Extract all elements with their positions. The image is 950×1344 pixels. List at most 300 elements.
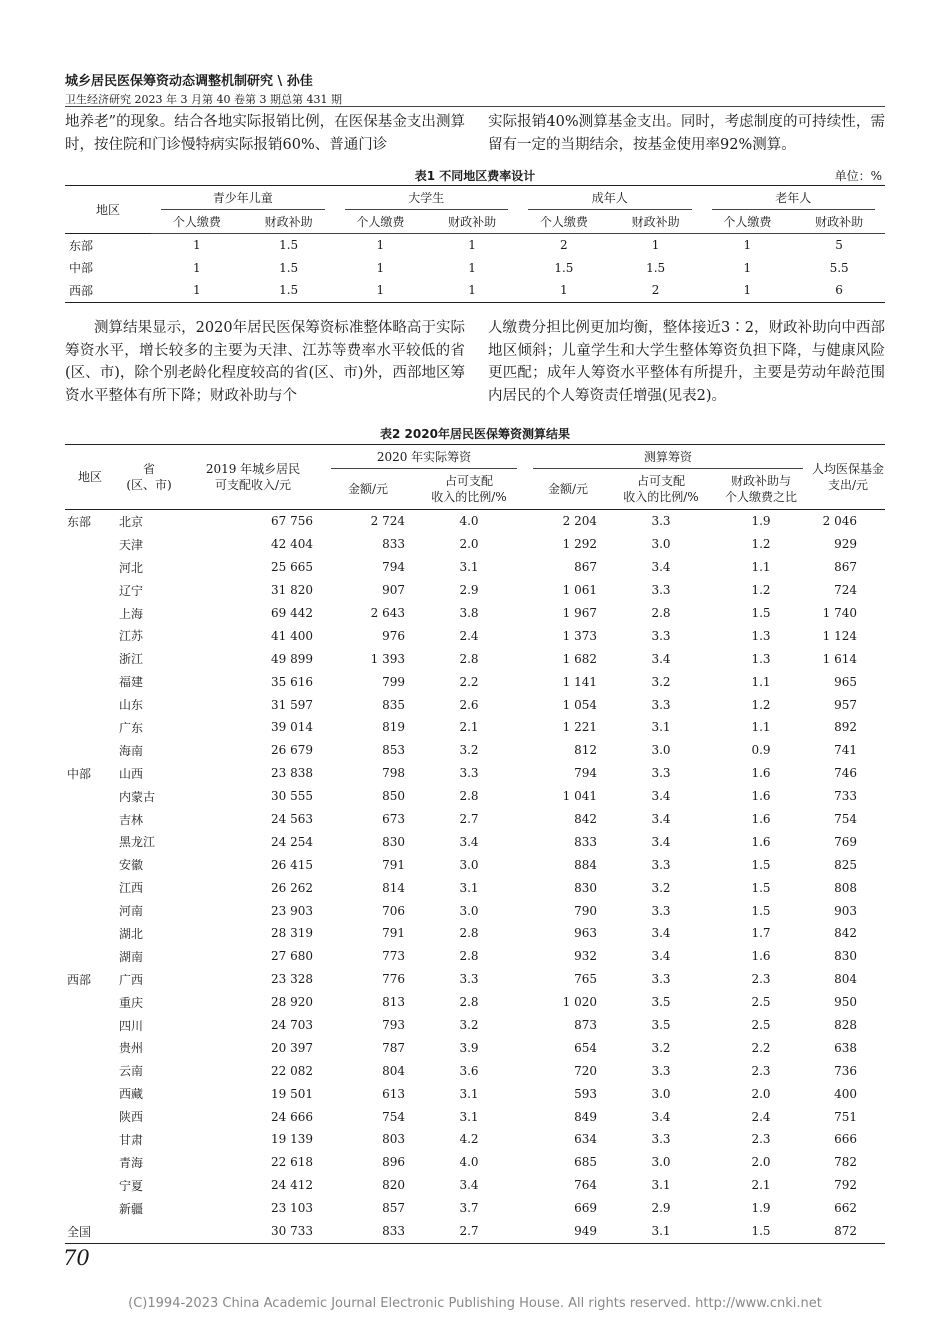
table2-cell-ratio: 1.6 bbox=[751, 834, 771, 849]
table2-row bbox=[65, 1197, 885, 1220]
table2-cell-calc-amt: 669 bbox=[574, 1201, 597, 1216]
table2-row bbox=[65, 830, 885, 853]
table2-cell-prov: 陕西 bbox=[119, 1110, 144, 1125]
table2-cell-prov: 山西 bbox=[119, 766, 144, 781]
journal-line: 卫生经济研究 2023 年 3 月第 40 卷第 3 期总第 431 期 bbox=[65, 93, 342, 106]
table2-cell-income: 69 442 bbox=[271, 606, 313, 620]
table2-row bbox=[65, 762, 885, 785]
table1-value-cell: 5.5 bbox=[829, 260, 849, 275]
table2-cell-spend: 1 614 bbox=[822, 651, 857, 666]
table2-cell-calc-pct: 3.0 bbox=[651, 1086, 671, 1101]
table2-cell-act-pct: 2.7 bbox=[459, 1224, 479, 1239]
table2-cell-ratio: 1.5 bbox=[751, 903, 771, 918]
table2-cell-act-amt: 773 bbox=[382, 949, 405, 964]
table2-cell-ratio: 2.3 bbox=[751, 1132, 771, 1147]
table1-row bbox=[65, 234, 885, 257]
table2-cell-spend: 957 bbox=[834, 697, 857, 712]
table2-cell-calc-amt: 873 bbox=[574, 1018, 597, 1033]
table2-cell-prov: 云南 bbox=[119, 1064, 144, 1079]
table2-cell-spend: 1 740 bbox=[822, 606, 857, 620]
table1-unit: 单位：% bbox=[834, 169, 882, 183]
table2-cell-income: 31 820 bbox=[271, 583, 313, 598]
table2-cell-ratio: 2.2 bbox=[751, 1040, 771, 1055]
table2-cell-ratio: 1.9 bbox=[751, 1201, 771, 1216]
table2-cell-prov: 贵州 bbox=[119, 1041, 144, 1056]
table1-region-header: 地区 bbox=[65, 186, 151, 234]
table2-cell-prov: 安徽 bbox=[119, 858, 144, 873]
table2-cell-income: 24 412 bbox=[271, 1178, 313, 1193]
table2-row bbox=[65, 670, 885, 693]
table2-cell-calc-amt: 765 bbox=[574, 972, 597, 987]
table2-cell-prov: 广西 bbox=[119, 972, 144, 987]
table2-cell-prov: 上海 bbox=[119, 606, 144, 621]
table2-cell-prov: 浙江 bbox=[119, 652, 144, 667]
table2-cell-region: 东部 bbox=[67, 514, 92, 529]
table2-cell-spend: 2 046 bbox=[822, 514, 857, 529]
table2-cell-act-amt: 976 bbox=[382, 628, 405, 643]
table2-cell-calc-amt: 1 141 bbox=[562, 674, 597, 689]
table2-row bbox=[65, 1105, 885, 1128]
table2-cell-income: 25 665 bbox=[271, 560, 313, 575]
table2-cell-calc-pct: 2.9 bbox=[651, 1201, 671, 1216]
table2-cell-income: 30 733 bbox=[271, 1224, 313, 1239]
table2-row bbox=[65, 876, 885, 899]
table2-cell-calc-amt: 812 bbox=[574, 743, 597, 758]
table2-cell-prov: 天津 bbox=[119, 537, 144, 552]
table2-cell-calc-amt: 634 bbox=[574, 1132, 597, 1147]
table2-cell-prov: 宁夏 bbox=[119, 1178, 144, 1193]
table2-income-header: 2019 年城乡居民 可支配收入/元 bbox=[183, 445, 323, 510]
table1-group-header-cell bbox=[335, 186, 519, 211]
table1-subheader-row bbox=[65, 210, 885, 234]
table2-cell-income: 35 616 bbox=[271, 674, 313, 689]
table1-value-cell: 1.5 bbox=[554, 260, 574, 275]
table1-value-cell: 1 bbox=[743, 283, 752, 298]
table2-cell-spend: 929 bbox=[834, 537, 857, 552]
table2-cell-act-pct: 3.4 bbox=[459, 834, 479, 849]
table2-cell-act-amt: 787 bbox=[382, 1040, 405, 1055]
table2-cell-region: 中部 bbox=[67, 766, 92, 781]
table2-cell-calc-amt: 1 373 bbox=[562, 628, 597, 643]
table2-cell-act-amt: 853 bbox=[382, 743, 405, 758]
table2-cell-prov: 新疆 bbox=[119, 1201, 144, 1216]
table2-cell-ratio: 1.3 bbox=[751, 628, 771, 643]
table1-region-cell: 中部 bbox=[69, 261, 94, 276]
table2-cell-region: 全国 bbox=[67, 1224, 92, 1239]
table1-value-cell: 1.5 bbox=[279, 283, 299, 298]
table1 bbox=[65, 185, 885, 303]
table2-cell-calc-amt: 1 682 bbox=[562, 651, 597, 666]
table2-cell-spend: 741 bbox=[834, 743, 857, 758]
table2-row bbox=[65, 899, 885, 922]
table2-cell-spend: 903 bbox=[834, 903, 857, 918]
table2-cell-ratio: 2.0 bbox=[751, 1086, 771, 1101]
table2-cell-prov bbox=[115, 1220, 183, 1243]
table2-cell-region bbox=[65, 716, 115, 739]
table2-cell-region bbox=[65, 808, 115, 831]
table2-cell-act-pct: 2.6 bbox=[459, 697, 479, 712]
table2-cell-prov: 湖北 bbox=[119, 926, 144, 941]
table2-cell-calc-pct: 3.3 bbox=[651, 628, 671, 643]
table2-cell-region bbox=[65, 670, 115, 693]
table2-cell-ratio: 1.3 bbox=[751, 651, 771, 666]
table1-group-header bbox=[65, 186, 885, 211]
table2-cell-prov: 河北 bbox=[119, 560, 144, 575]
table2-cell-act-amt: 613 bbox=[382, 1086, 405, 1101]
paragraph-1-right-text: 实际报销40%测算基金支出。同时，考虑制度的可持续性，需留有一定的当期结余，按基金使用率92%测算。 bbox=[488, 114, 885, 153]
table2-calc-group-cell bbox=[525, 445, 811, 470]
table2-cell-calc-amt: 1 967 bbox=[562, 606, 597, 620]
table2-cell-ratio: 1.6 bbox=[751, 766, 771, 781]
table2-cell-act-amt: 794 bbox=[382, 560, 405, 575]
table2-cell-act-pct: 4.0 bbox=[459, 514, 479, 529]
table2-cell-prov: 海南 bbox=[119, 743, 144, 758]
table2-cell-spend: 965 bbox=[834, 674, 857, 689]
table1-subheader: 个人缴费 bbox=[702, 210, 794, 234]
table2-row bbox=[65, 1059, 885, 1082]
table2-cell-prov: 河南 bbox=[119, 904, 144, 919]
table2-cell-income: 24 703 bbox=[271, 1018, 313, 1033]
table1-subheader: 个人缴费 bbox=[151, 210, 243, 234]
table2-cell-act-amt: 804 bbox=[382, 1063, 405, 1078]
table2-cell-act-amt: 791 bbox=[382, 926, 405, 941]
table2-cell-calc-pct: 3.3 bbox=[651, 1132, 671, 1147]
table2-cell-region: 西部 bbox=[67, 972, 92, 987]
table2-cell-region bbox=[65, 579, 115, 602]
table2-row bbox=[65, 922, 885, 945]
table1-value-cell: 1.5 bbox=[279, 260, 299, 275]
table2-row bbox=[65, 693, 885, 716]
table2-row bbox=[65, 739, 885, 762]
table2 bbox=[65, 444, 885, 1244]
table2-cell-calc-pct: 3.5 bbox=[651, 1018, 671, 1033]
table2-row bbox=[65, 1220, 885, 1243]
table2-cell-prov: 黑龙江 bbox=[119, 835, 156, 850]
table1-value-cell: 1 bbox=[560, 283, 568, 298]
table2-cell-act-amt: 833 bbox=[382, 537, 405, 552]
table2-cell-spend: 867 bbox=[834, 560, 857, 575]
table2-cell-calc-pct: 3.0 bbox=[651, 537, 671, 552]
table2-cell-calc-amt: 2 204 bbox=[562, 514, 597, 529]
table2-cell-income: 22 082 bbox=[271, 1063, 313, 1078]
table2-cell-act-amt: 754 bbox=[382, 1109, 405, 1124]
table2-cell-calc-amt: 685 bbox=[574, 1155, 597, 1170]
table2-cell-calc-amt: 830 bbox=[574, 880, 597, 895]
table2-cell-act-pct: 2.8 bbox=[459, 949, 479, 964]
table2-row bbox=[65, 556, 885, 579]
table2-cell-ratio: 1.9 bbox=[751, 514, 771, 529]
table2-cell-calc-pct: 3.4 bbox=[651, 560, 671, 575]
table1-value-cell: 1.5 bbox=[646, 260, 666, 275]
table2-cell-act-pct: 2.4 bbox=[459, 628, 479, 643]
table2-per-capita-header: 人均医保基金 支出/元 bbox=[811, 445, 885, 510]
table2-cell-income: 26 262 bbox=[271, 880, 313, 895]
table2-cell-calc-amt: 833 bbox=[574, 834, 597, 849]
table2-cell-prov: 江苏 bbox=[119, 629, 144, 644]
table2-cell-region bbox=[65, 830, 115, 853]
table2-cell-region bbox=[65, 1082, 115, 1105]
table2-cell-income: 20 397 bbox=[271, 1040, 313, 1055]
table2-cell-calc-amt: 1 221 bbox=[562, 720, 597, 735]
table1-row bbox=[65, 257, 885, 280]
table2-cell-region bbox=[65, 739, 115, 762]
table2-cell-ratio: 0.9 bbox=[751, 743, 771, 758]
table2-cell-ratio: 1.1 bbox=[751, 560, 771, 575]
table2-cell-region bbox=[65, 991, 115, 1014]
table1-region-cell: 西部 bbox=[69, 283, 94, 298]
table2-cell-region bbox=[65, 945, 115, 968]
table2-cell-ratio: 1.2 bbox=[751, 697, 771, 712]
table2-cell-calc-pct: 3.4 bbox=[651, 789, 671, 804]
table2-cell-act-pct: 2.0 bbox=[459, 537, 479, 552]
table2-cell-act-amt: 830 bbox=[382, 834, 405, 849]
table2-cell-act-pct: 3.9 bbox=[459, 1040, 479, 1055]
table2-row bbox=[65, 968, 885, 991]
table2-row bbox=[65, 1151, 885, 1174]
table2-cell-act-pct: 3.3 bbox=[459, 972, 479, 987]
table1-value-cell: 1 bbox=[468, 238, 476, 253]
table2-cell-calc-amt: 932 bbox=[574, 949, 597, 964]
table2-cell-calc-pct: 3.4 bbox=[651, 834, 671, 849]
table1-subheader: 财政补助 bbox=[610, 210, 702, 234]
table2-cell-calc-pct: 3.3 bbox=[651, 766, 671, 781]
table2-cell-income: 23 103 bbox=[271, 1201, 313, 1216]
table2-cell-prov: 内蒙古 bbox=[119, 789, 156, 804]
table2-cell-calc-amt: 593 bbox=[574, 1086, 597, 1101]
paragraph-2-left bbox=[65, 317, 465, 407]
table2-cell-spend: 736 bbox=[834, 1063, 857, 1078]
table2-row bbox=[65, 510, 885, 533]
table2-cell-calc-pct: 3.0 bbox=[651, 743, 671, 758]
table2-cell-prov: 重庆 bbox=[119, 995, 144, 1010]
table2-cell-act-pct: 3.1 bbox=[459, 560, 479, 575]
table2-cell-region bbox=[65, 1128, 115, 1151]
table2-actual-amount-header: 金额/元 bbox=[323, 469, 413, 510]
table2-cell-act-amt: 833 bbox=[382, 1224, 405, 1239]
table2-cell-spend: 746 bbox=[834, 766, 857, 781]
table2-cell-income: 26 679 bbox=[271, 743, 313, 758]
table1-subheader: 财政补助 bbox=[426, 210, 518, 234]
table1-value-cell: 1 bbox=[376, 260, 385, 275]
table2-cell-act-amt: 793 bbox=[382, 1018, 405, 1033]
table2-cell-region bbox=[65, 876, 115, 899]
table2-cell-act-pct: 3.1 bbox=[459, 880, 479, 895]
table2-cell-calc-amt: 842 bbox=[574, 812, 597, 827]
table2-cell-act-amt: 850 bbox=[382, 789, 405, 804]
table2-cell-spend: 808 bbox=[834, 880, 857, 895]
table2-cell-act-amt: 2 643 bbox=[370, 606, 405, 620]
table1-group-header-cell bbox=[702, 186, 886, 211]
table1-value-cell: 1 bbox=[743, 260, 752, 275]
table2-cell-ratio: 2.5 bbox=[751, 995, 771, 1010]
table2-cell-act-amt: 819 bbox=[382, 720, 405, 735]
table1-value-cell: 2 bbox=[651, 283, 660, 298]
table2-calc-group-header: 测算筹资 bbox=[533, 446, 803, 469]
table2-row bbox=[65, 1082, 885, 1105]
table2-cell-prov: 江西 bbox=[119, 881, 144, 896]
table2-cell-ratio: 1.1 bbox=[751, 674, 771, 689]
table2-header-row-1 bbox=[65, 445, 885, 470]
table2-cell-region bbox=[65, 1151, 115, 1174]
table2-cell-income: 22 618 bbox=[271, 1155, 313, 1170]
table1-value-cell: 1 bbox=[193, 238, 201, 253]
table2-cell-act-amt: 799 bbox=[382, 674, 405, 689]
table2-cell-region bbox=[65, 922, 115, 945]
table2-cell-ratio: 1.1 bbox=[751, 720, 771, 735]
table2-cell-prov: 四川 bbox=[119, 1018, 144, 1033]
table2-cell-spend: 638 bbox=[834, 1040, 857, 1055]
table2-cell-act-amt: 706 bbox=[382, 903, 405, 918]
table2-cell-act-amt: 798 bbox=[382, 766, 405, 781]
paragraph-2-right bbox=[488, 317, 885, 407]
table2-cell-calc-amt: 794 bbox=[574, 766, 597, 781]
table1-value-cell: 1 bbox=[376, 283, 385, 298]
table2-cell-income: 41 400 bbox=[271, 628, 313, 643]
table1-group-header-cell bbox=[151, 186, 335, 211]
table2-cell-calc-pct: 3.1 bbox=[651, 1178, 671, 1193]
table2-cell-income: 42 404 bbox=[271, 537, 313, 552]
table2-cell-spend: 662 bbox=[834, 1201, 857, 1216]
table1-value-cell: 1 bbox=[651, 238, 660, 253]
table2-cell-region bbox=[65, 1036, 115, 1059]
table2-cell-act-pct: 3.2 bbox=[459, 743, 479, 758]
table1-value-cell: 1 bbox=[468, 260, 476, 275]
table1-value-cell: 1 bbox=[376, 238, 385, 253]
table1-value-cell: 1 bbox=[193, 260, 201, 275]
table2-cell-region bbox=[65, 556, 115, 579]
table1-value-cell: 1.5 bbox=[279, 238, 299, 253]
table2-cell-region bbox=[65, 693, 115, 716]
table2-cell-spend: 892 bbox=[834, 720, 857, 735]
table2-cell-spend: 751 bbox=[834, 1109, 857, 1124]
table1-caption: 表1 不同地区费率设计 bbox=[414, 169, 536, 183]
table2-cell-region bbox=[65, 785, 115, 808]
table2-cell-act-pct: 2.8 bbox=[459, 651, 479, 666]
table2-cell-prov: 辽宁 bbox=[119, 583, 144, 598]
table2-cell-act-pct: 3.1 bbox=[459, 1109, 479, 1124]
table1-group-label: 成年人 bbox=[528, 187, 692, 210]
table2-cell-act-amt: 791 bbox=[382, 857, 405, 872]
table2-cell-spend: 769 bbox=[834, 834, 857, 849]
table2-cell-act-pct: 2.8 bbox=[459, 995, 479, 1010]
table2-cell-calc-pct: 3.3 bbox=[651, 1063, 671, 1078]
table2-cell-spend: 792 bbox=[834, 1178, 857, 1193]
table2-cell-act-amt: 820 bbox=[382, 1178, 405, 1193]
table2-cell-calc-pct: 3.0 bbox=[651, 1155, 671, 1170]
table2-cell-prov: 广东 bbox=[119, 720, 144, 735]
table2-cell-act-amt: 2 724 bbox=[370, 514, 405, 529]
table2-cell-prov: 吉林 bbox=[119, 812, 144, 827]
table2-cell-act-pct: 3.3 bbox=[459, 766, 479, 781]
table2-cell-calc-amt: 867 bbox=[574, 560, 597, 575]
table2-cell-calc-amt: 720 bbox=[574, 1063, 597, 1078]
table2-cell-region bbox=[65, 602, 115, 625]
table2-row bbox=[65, 945, 885, 968]
table2-calc-share-header: 占可支配 收入的比例/% bbox=[611, 469, 711, 510]
paragraph-1-left bbox=[65, 111, 465, 156]
table2-actual-group-header: 2020 年实际筹资 bbox=[331, 446, 517, 469]
table2-cell-act-pct: 2.8 bbox=[459, 926, 479, 941]
table2-cell-income: 27 680 bbox=[271, 949, 313, 964]
table2-cell-spend: 1 124 bbox=[822, 628, 857, 643]
table2-cell-act-pct: 2.9 bbox=[459, 583, 479, 598]
table1-value-cell: 1 bbox=[193, 283, 201, 298]
table2-cell-ratio: 1.5 bbox=[751, 880, 771, 895]
table2-cell-prov: 甘肃 bbox=[119, 1132, 144, 1147]
table2-cell-region bbox=[65, 899, 115, 922]
table2-cell-calc-amt: 949 bbox=[574, 1224, 597, 1239]
table2-cell-region bbox=[65, 853, 115, 876]
table2-cell-calc-pct: 3.3 bbox=[651, 697, 671, 712]
table2-cell-act-amt: 907 bbox=[382, 583, 405, 598]
table2-cell-act-pct: 3.0 bbox=[459, 903, 479, 918]
table2-cell-act-pct: 4.2 bbox=[459, 1132, 479, 1147]
table2-row bbox=[65, 1036, 885, 1059]
table2-cell-calc-pct: 3.4 bbox=[651, 949, 671, 964]
table2-cell-calc-pct: 2.8 bbox=[651, 606, 671, 620]
table2-cell-calc-pct: 3.3 bbox=[651, 514, 671, 529]
table2-cell-calc-pct: 3.4 bbox=[651, 1109, 671, 1124]
table1-group-header-cell bbox=[518, 186, 702, 211]
table2-cell-ratio: 2.3 bbox=[751, 1063, 771, 1078]
paragraph-1-left-text: 地养老”的现象。结合各地实际报销比例，在医保基金支出测算时，按住院和门诊慢特病实际报销60%、普通门诊 bbox=[65, 114, 465, 153]
table2-cell-income: 67 756 bbox=[271, 514, 313, 529]
table2-cell-income: 24 666 bbox=[271, 1109, 313, 1124]
table2-cell-ratio: 1.2 bbox=[751, 583, 771, 598]
table2-cell-income: 19 501 bbox=[271, 1086, 313, 1101]
table2-cell-region bbox=[65, 1197, 115, 1220]
table2-cell-ratio: 1.6 bbox=[751, 812, 771, 827]
table2-cell-income: 31 597 bbox=[271, 697, 313, 712]
table2-cell-calc-amt: 764 bbox=[574, 1178, 597, 1193]
table2-cell-prov: 西藏 bbox=[119, 1087, 144, 1102]
paragraph-1-right bbox=[488, 111, 885, 156]
table2-cell-calc-pct: 3.3 bbox=[651, 903, 671, 918]
table2-cell-spend: 754 bbox=[834, 812, 857, 827]
table2-cell-act-amt: 813 bbox=[382, 995, 405, 1010]
table2-row bbox=[65, 716, 885, 739]
table1-value-cell: 2 bbox=[560, 238, 568, 253]
table2-cell-calc-pct: 3.4 bbox=[651, 651, 671, 666]
table2-cell-spend: 733 bbox=[834, 789, 857, 804]
table2-cell-prov: 北京 bbox=[119, 514, 144, 529]
table2-actual-share-header: 占可支配 收入的比例/% bbox=[413, 469, 525, 510]
table2-cell-calc-pct: 3.3 bbox=[651, 583, 671, 598]
table2-cell-ratio: 2.4 bbox=[751, 1109, 771, 1124]
table2-cell-income: 26 415 bbox=[271, 857, 313, 872]
table2-cell-calc-amt: 790 bbox=[574, 903, 597, 918]
table2-cell-act-pct: 3.8 bbox=[459, 606, 479, 620]
table2-cell-calc-pct: 3.3 bbox=[651, 972, 671, 987]
table2-cell-income: 39 014 bbox=[271, 720, 313, 735]
table1-value-cell: 1 bbox=[743, 238, 752, 253]
table1-subheader: 个人缴费 bbox=[335, 210, 427, 234]
table2-cell-calc-amt: 1 054 bbox=[562, 697, 597, 712]
copyright-footer: (C)1994-2023 China Academic Journal Electronic Publishing House. All rights reserved. http://www.cnki.net bbox=[128, 1296, 822, 1311]
table2-cell-income: 23 903 bbox=[271, 903, 313, 918]
table2-row bbox=[65, 1128, 885, 1151]
table2-cell-income: 28 920 bbox=[271, 995, 313, 1010]
paragraph-2-right-text: 人缴费分担比例更加均衡，整体接近3∶2，财政补助向中西部地区倾斜；儿童学生和大学生整体筹资负担下降，与健康风险更匹配；成年人筹资水平整体有所提升，主要是劳动年龄范围内居民的个人筹资责任增强(见表2)。 bbox=[488, 320, 885, 404]
table2-cell-region bbox=[65, 647, 115, 670]
table2-cell-region bbox=[65, 1105, 115, 1128]
table2-cell-calc-pct: 3.4 bbox=[651, 812, 671, 827]
table2-cell-prov: 山东 bbox=[119, 698, 144, 713]
table2-row bbox=[65, 579, 885, 602]
table2-cell-income: 23 328 bbox=[271, 972, 313, 987]
table2-row bbox=[65, 1174, 885, 1197]
table2-cell-act-amt: 1 393 bbox=[370, 651, 405, 666]
